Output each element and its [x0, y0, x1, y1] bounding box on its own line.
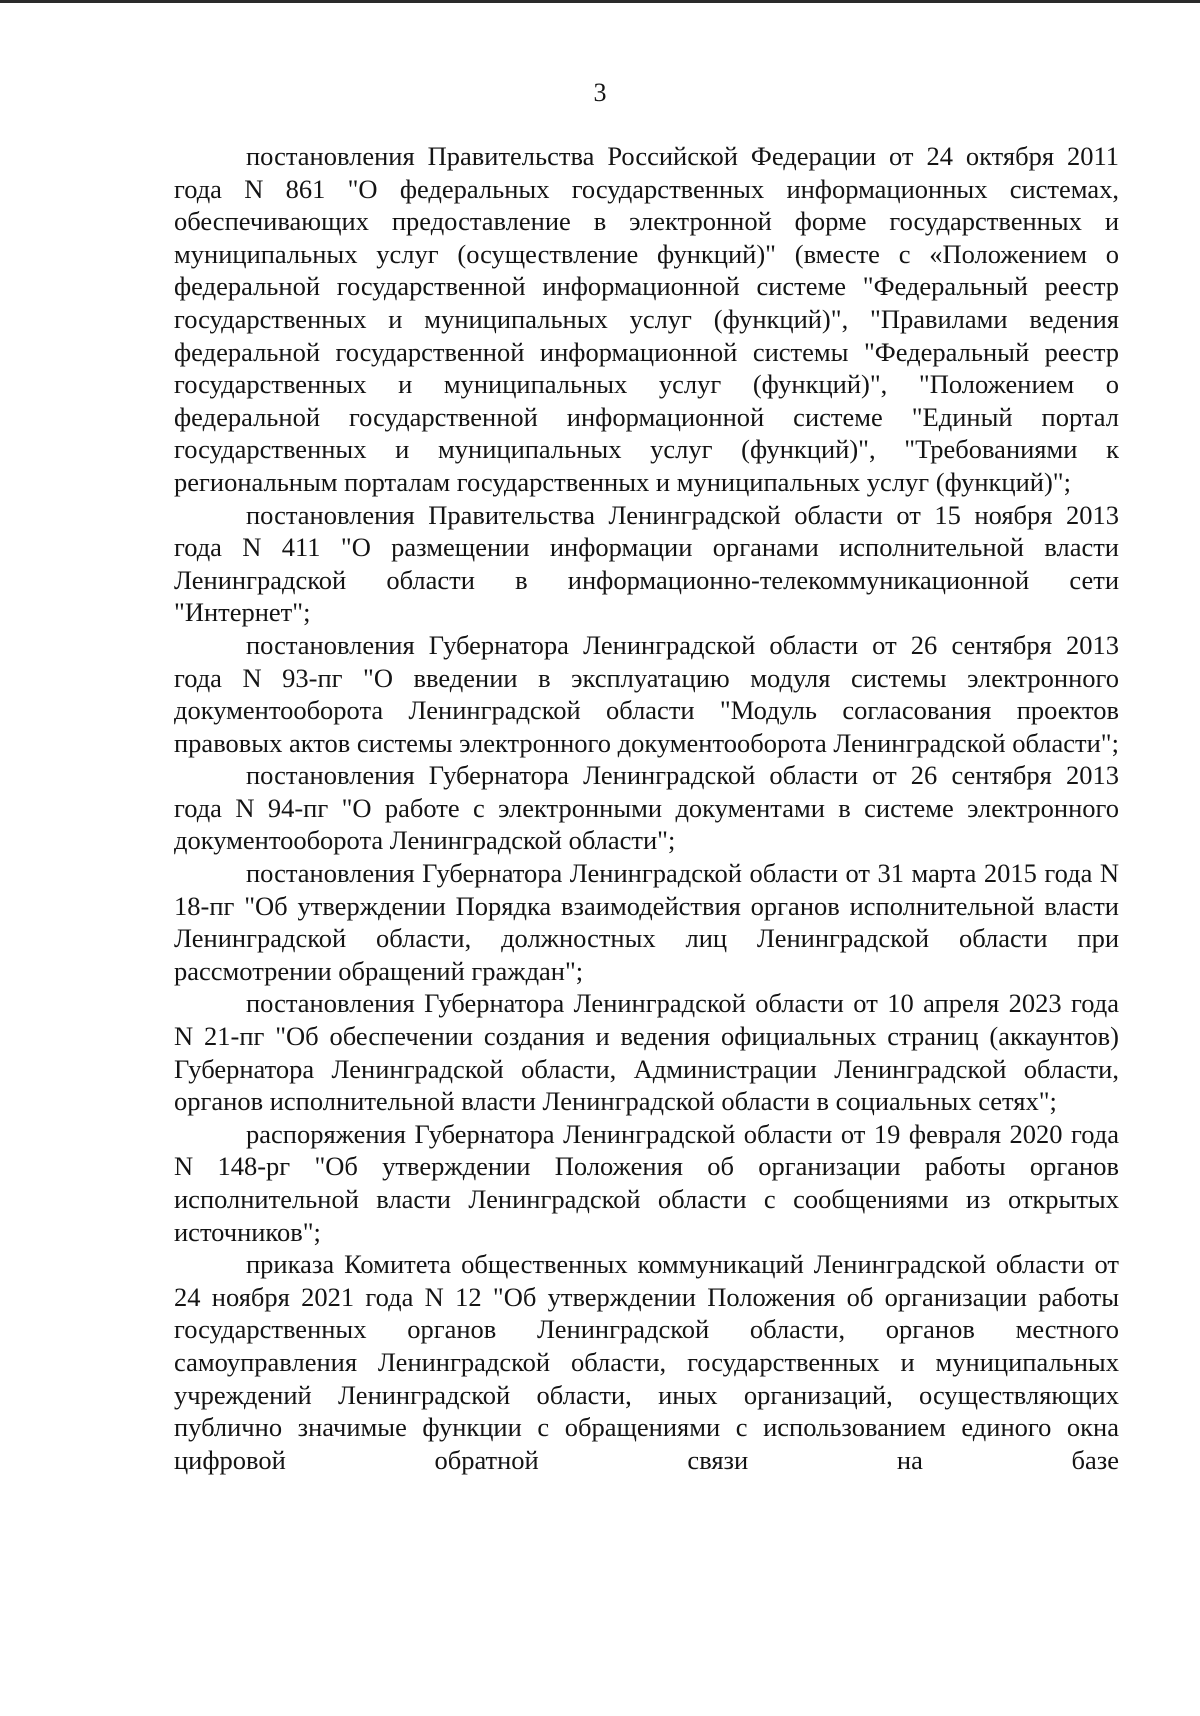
paragraph-pg-18: постановления Губернатора Ленинградской области от 31 марта 2015 года N 18-пг "Об утверждении Порядка взаимодействия органов исполнительной власти Ленинградской области, должностных лиц Ленинградской области при рассмотрении обращений граждан";	[174, 858, 1119, 986]
paragraph-pg-21: постановления Губернатора Ленинградской области от 10 апреля 2023 года N 21-пг "Об обеспечении создания и ведения официальных страниц (аккаунтов) Губернатора Ленинградской области, Администрации Ленинградской области, органов исполнительной власти Ленинградской области в социальных сетях";	[174, 988, 1119, 1117]
document-body	[174, 140, 1119, 1476]
page-top-edge	[0, 0, 1200, 3]
paragraph-rg-148: распоряжения Губернатора Ленинградской области от 19 февраля 2020 года N 148-рг "Об утверждении Положения об организации работы органов исполнительной власти Ленинградской области с сообщениями из открытых источников";	[174, 1118, 1119, 1247]
paragraph-pg-94: постановления Губернатора Ленинградской области от 26 сентября 2013 года N 94-пг "О работе с электронными документами в системе электронного документооборота Ленинградской области";	[174, 760, 1119, 856]
paragraph-pp-rf-861: постановления Правительства Российской Федерации от 24 октября 2011 года N 861 "О федеральных государственных информационных системах, обеспечивающих предоставление в электронной форме государственных и муниципальных услуг (осуществление функций)" (вместе с «Положением о федеральной государственной информационной системе "Федеральный реестр государственных и муниципальных услуг (функций)", "Правилами ведения федеральной государственной информационной системы "Федеральный реестр государственных и муниципальных услуг (функций)", "Положением о федеральной государственной информационной системе "Единый портал государственных и муниципальных услуг (функций)", "Требованиями к региональным порталам государственных и муниципальных услуг (функций)";	[174, 141, 1119, 497]
paragraph-order-12: приказа Комитета общественных коммуникаций Ленинградской области от 24 ноября 2021 года N 12 "Об утверждении Положения об организации работы государственных органов Ленинградской области, органов местного самоуправления Ленинградской области, государственных и муниципальных учреждений Ленинградской области, иных организаций, осуществляющих публично значимые функции с обращениями с использованием единого окна цифровой обратной связи на базе	[174, 1249, 1119, 1475]
page-number: 3	[593, 78, 607, 107]
paragraph-pg-93: постановления Губернатора Ленинградской области от 26 сентября 2013 года N 93-пг "О введении в эксплуатацию модуля системы электронного документооборота Ленинградской области "Модуль согласования проектов правовых актов системы электронного документооборота Ленинградской области";	[174, 629, 1119, 758]
paragraph-pp-lo-411: постановления Правительства Ленинградской области от 15 ноября 2013 года N 411 "О размещении информации органами исполнительной власти Ленинградской области в информационно-телекоммуникационной сети "Интернет";	[174, 499, 1119, 628]
